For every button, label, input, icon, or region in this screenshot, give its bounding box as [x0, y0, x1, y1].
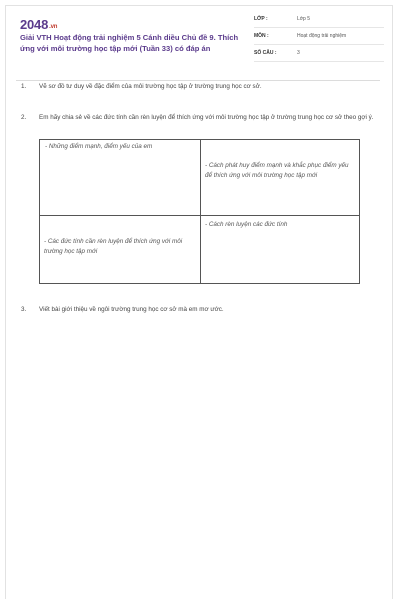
- meta-value: Hoạt động trải nghiệm: [297, 33, 347, 39]
- question-number: 1.: [21, 83, 27, 90]
- meta-row-subject: [254, 31, 384, 45]
- diagram-cell-virtues: - Các đức tính cần rèn luyện để thích ứng với môi trường học tập mới: [44, 238, 183, 255]
- meta-value: Lớp 5: [297, 16, 311, 22]
- diagram-cell-strengths-weaknesses: - Những điểm mạnh, điểm yếu của em: [45, 143, 153, 150]
- site-logo[interactable]: [20, 17, 57, 32]
- meta-value: 3: [297, 50, 300, 56]
- diagram-divider-vertical: [200, 140, 201, 283]
- logo-text: 2048: [20, 17, 49, 32]
- question-text: Vẽ sơ đồ tư duy về đặc điểm của môi trường học tập ở trường trung học cơ sở.: [39, 83, 262, 90]
- question-number: 2.: [21, 114, 27, 121]
- meta-row-count: [254, 48, 384, 62]
- question-number: 3.: [21, 306, 27, 313]
- diagram-divider-horizontal: [40, 215, 359, 216]
- meta-label: MÔN :: [254, 33, 269, 39]
- question-text: Viết bài giới thiệu về ngôi trường trung học cơ sở mà em mơ ước.: [39, 306, 224, 313]
- answer-diagram: [39, 139, 360, 284]
- meta-row-class: [254, 14, 384, 28]
- document-header: [16, 14, 384, 74]
- diagram-cell-improvement: - Cách phát huy điểm mạnh và khắc phục điểm yếu để thích ứng với môi trường học tập mới: [205, 162, 349, 179]
- diagram-cell-training-method: - Cách rèn luyện các đức tính: [205, 221, 288, 228]
- page-frame: [5, 5, 393, 599]
- page-title: Giải VTH Hoạt động trải nghiệm 5 Cánh diều Chủ đề 9. Thích ứng với môi trường học tập mới (Tuần 33) có đáp án: [20, 33, 239, 53]
- question-text: Em hãy chia sẻ về các đức tính cần rèn luyện để thích ứng với môi trường học tập ở trường trung học cơ sở theo gợi ý.: [39, 114, 374, 121]
- divider: [16, 80, 380, 81]
- logo-suffix: .vn: [49, 24, 58, 30]
- meta-label: SỐ CÂU :: [254, 50, 277, 56]
- meta-label: LỚP :: [254, 16, 268, 22]
